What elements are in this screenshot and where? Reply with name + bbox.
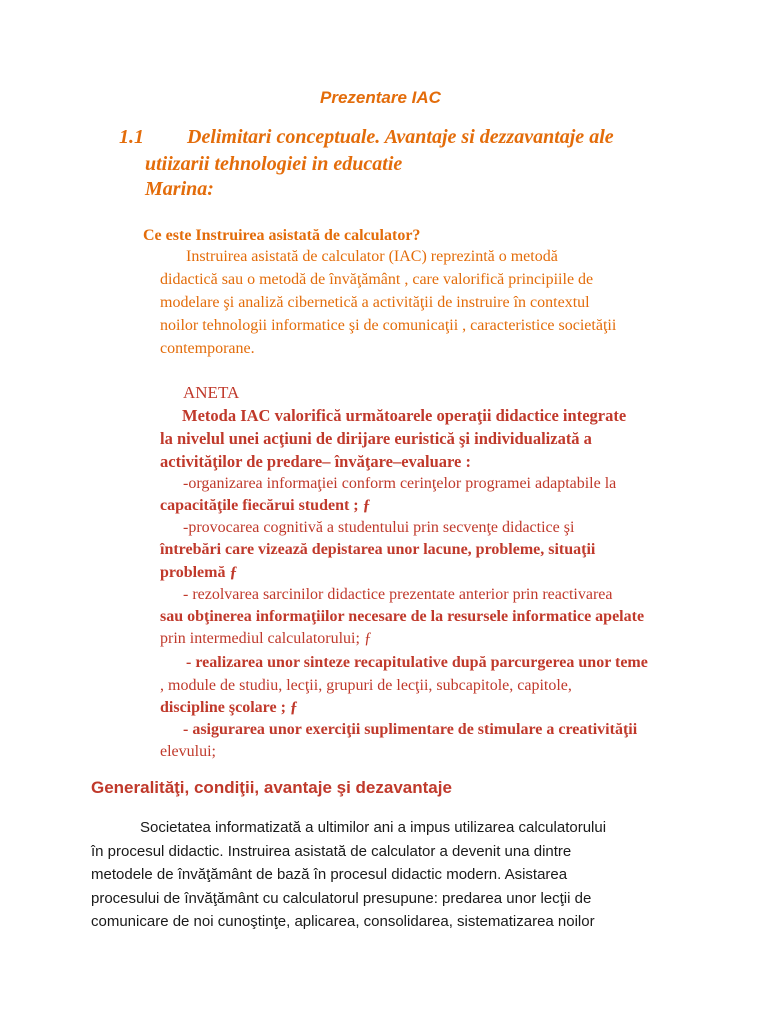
bullet-line: discipline şcolare ; ƒ (160, 699, 298, 716)
aneta-intro-line: activităţilor de predare– învăţare–evaluare : (160, 452, 472, 471)
body-line: metodele de învăţământ de bază în procesul didactic modern. Asistarea (91, 866, 568, 883)
body-line: în procesul didactic. Instruirea asistată de calculator a devenit una dintre (91, 843, 572, 860)
bullet-line: prin intermediul calculatorului; ƒ (160, 630, 372, 647)
definition-line: didactică sau o metodă de învăţământ , care valorifică principiile de (160, 271, 594, 288)
bullet-line: , module de studiu, lecţii, grupuri de lecţii, subcapitole, capitole, (160, 677, 572, 694)
question-heading: Ce este Instruirea asistată de calculator? (143, 227, 421, 244)
bullet-line: elevului; (160, 743, 216, 760)
author-name: ANETA (183, 383, 240, 402)
section-author: Marina: (145, 178, 214, 200)
definition-line: modelare şi analiză cibernetică a activităţii de instruire în contextul (160, 294, 590, 311)
section-heading-line: utiizarii tehnologiei in educatie (145, 153, 403, 175)
bullet-line: capacităţile fiecărui student ; ƒ (160, 497, 371, 514)
bullet-line: - realizarea unor sinteze recapitulative după parcurgerea unor teme (186, 654, 648, 671)
section-heading: Generalităţi, condiţii, avantaje şi dezavantaje (91, 778, 452, 797)
definition-line: Instruirea asistată de calculator (IAC) reprezintă o metodă (186, 248, 558, 265)
bullet-line: - asigurarea unor exerciţii suplimentare de stimulare a creativităţii (183, 721, 638, 738)
section-heading-line: Delimitari conceptuale. Avantaje si dezzavantaje ale (187, 126, 614, 148)
body-line: comunicare de noi cunoştinţe, aplicarea, consolidarea, sistematizarea noilor (91, 913, 595, 930)
section-number: 1.1 (119, 126, 144, 148)
definition-line: contemporane. (160, 340, 255, 357)
aneta-intro-line: la nivelul unei acţiuni de dirijare euristică şi individualizată a (160, 429, 592, 448)
bullet-line: întrebări care vizează depistarea unor lacune, probleme, situaţii (160, 541, 596, 558)
document-title: Prezentare IAC (320, 88, 441, 107)
definition-line: noilor tehnologii informatice şi de comunicaţii , caracteristice societăţii (160, 317, 617, 334)
bullet-line: -organizarea informaţiei conform cerinţelor programei adaptabile la (183, 475, 617, 492)
bullet-line: - rezolvarea sarcinilor didactice prezentate anterior prin reactivarea (183, 586, 613, 603)
bullet-line: sau obţinerea informaţiilor necesare de la resursele informatice apelate (160, 608, 645, 625)
aneta-intro-line: Metoda IAC valorifică următoarele operaţii didactice integrate (182, 406, 627, 425)
body-line: Societatea informatizată a ultimilor ani a impus utilizarea calculatorului (140, 819, 607, 836)
body-line: procesului de învăţământ cu calculatorul presupune: predarea unor lecţii de (91, 890, 592, 907)
bullet-line: -provocarea cognitivă a studentului prin secvenţe didactice şi (183, 519, 575, 536)
bullet-line: problemă ƒ (160, 564, 238, 581)
